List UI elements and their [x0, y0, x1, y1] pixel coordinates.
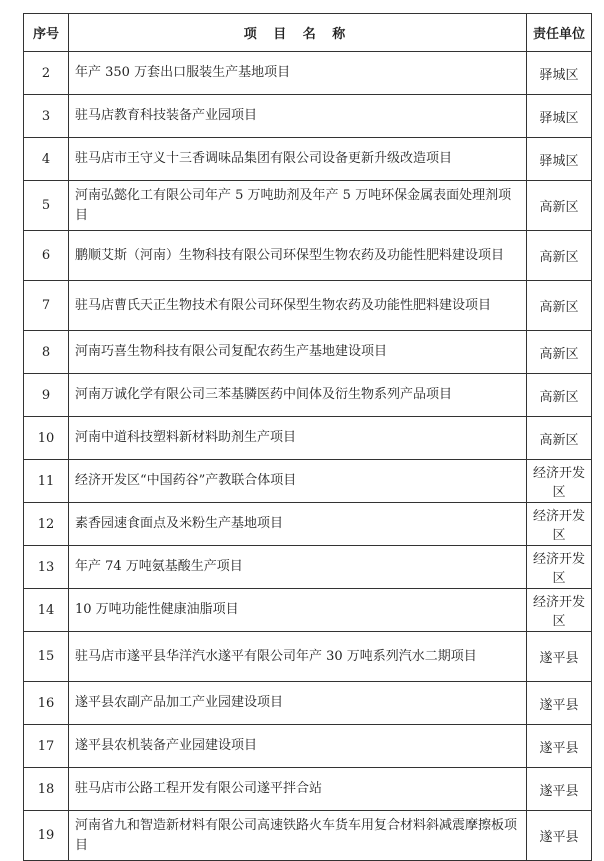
- row-responsible-unit: 驿城区: [527, 52, 592, 95]
- row-responsible-unit: 高新区: [527, 231, 592, 281]
- row-index: 3: [24, 95, 69, 138]
- header-index: 序号: [24, 14, 69, 52]
- row-responsible-unit: 高新区: [527, 417, 592, 460]
- row-index: 13: [24, 546, 69, 589]
- row-project-name: 素香园速食面点及米粉生产基地项目: [69, 503, 527, 546]
- row-index: 16: [24, 682, 69, 725]
- table-row: [24, 589, 592, 632]
- row-project-name: 河南万诚化学有限公司三苯基膦医药中间体及衍生物系列产品项目: [69, 374, 527, 417]
- header-project-name: 项 目 名 称: [69, 14, 527, 52]
- project-table-container: [23, 13, 591, 861]
- row-responsible-unit: 遂平县: [527, 811, 592, 861]
- row-index: 6: [24, 231, 69, 281]
- row-index: 5: [24, 181, 69, 231]
- row-project-name: 驻马店市王守义十三香调味品集团有限公司设备更新升级改造项目: [69, 138, 527, 181]
- table-row: [24, 768, 592, 811]
- project-table: [23, 13, 592, 861]
- row-responsible-unit: 经济开发区: [527, 589, 592, 632]
- table-row: [24, 331, 592, 374]
- row-responsible-unit: 遂平县: [527, 768, 592, 811]
- row-index: 17: [24, 725, 69, 768]
- row-project-name: 驻马店市遂平县华洋汽水遂平有限公司年产 30 万吨系列汽水二期项目: [69, 632, 527, 682]
- row-project-name: 河南巧喜生物科技有限公司复配农药生产基地建设项目: [69, 331, 527, 374]
- table-row: [24, 417, 592, 460]
- row-project-name: 驻马店曹氏天正生物技术有限公司环保型生物农药及功能性肥料建设项目: [69, 281, 527, 331]
- row-index: 15: [24, 632, 69, 682]
- row-project-name: 经济开发区“中国药谷”产教联合体项目: [69, 460, 527, 503]
- row-responsible-unit: 驿城区: [527, 138, 592, 181]
- row-responsible-unit: 高新区: [527, 374, 592, 417]
- row-index: 11: [24, 460, 69, 503]
- row-project-name: 年产 350 万套出口服装生产基地项目: [69, 52, 527, 95]
- row-project-name: 河南中道科技塑料新材料助剂生产项目: [69, 417, 527, 460]
- row-index: 4: [24, 138, 69, 181]
- row-project-name: 河南省九和智造新材料有限公司高速铁路火车货车用复合材料斜减震摩擦板项目: [69, 811, 527, 861]
- row-index: 7: [24, 281, 69, 331]
- table-row: [24, 546, 592, 589]
- row-responsible-unit: 遂平县: [527, 725, 592, 768]
- table-row: [24, 231, 592, 281]
- row-responsible-unit: 经济开发区: [527, 460, 592, 503]
- table-row: [24, 682, 592, 725]
- table-row: [24, 281, 592, 331]
- row-index: 9: [24, 374, 69, 417]
- row-responsible-unit: 经济开发区: [527, 503, 592, 546]
- table-row: [24, 503, 592, 546]
- table-row: [24, 460, 592, 503]
- row-project-name: 遂平县农机装备产业园建设项目: [69, 725, 527, 768]
- table-row: [24, 374, 592, 417]
- row-project-name: 河南弘懿化工有限公司年产 5 万吨助剂及年产 5 万吨环保金属表面处理剂项目: [69, 181, 527, 231]
- table-row: [24, 95, 592, 138]
- table-row: [24, 811, 592, 861]
- table-row: [24, 181, 592, 231]
- row-responsible-unit: 遂平县: [527, 632, 592, 682]
- row-index: 19: [24, 811, 69, 861]
- table-row: [24, 52, 592, 95]
- row-project-name: 年产 74 万吨氨基酸生产项目: [69, 546, 527, 589]
- table-row: [24, 725, 592, 768]
- row-project-name: 10 万吨功能性健康油脂项目: [69, 589, 527, 632]
- row-index: 10: [24, 417, 69, 460]
- row-index: 14: [24, 589, 69, 632]
- table-row: [24, 632, 592, 682]
- row-index: 18: [24, 768, 69, 811]
- header-responsible-unit: 责任单位: [527, 14, 592, 52]
- row-index: 8: [24, 331, 69, 374]
- row-responsible-unit: 遂平县: [527, 682, 592, 725]
- row-index: 2: [24, 52, 69, 95]
- row-project-name: 驻马店教育科技装备产业园项目: [69, 95, 527, 138]
- row-project-name: 驻马店市公路工程开发有限公司遂平拌合站: [69, 768, 527, 811]
- row-responsible-unit: 高新区: [527, 281, 592, 331]
- row-responsible-unit: 高新区: [527, 331, 592, 374]
- row-responsible-unit: 高新区: [527, 181, 592, 231]
- row-index: 12: [24, 503, 69, 546]
- table-header-row: [24, 14, 592, 52]
- row-project-name: 鹏顺艾斯（河南）生物科技有限公司环保型生物农药及功能性肥料建设项目: [69, 231, 527, 281]
- table-row: [24, 138, 592, 181]
- row-responsible-unit: 经济开发区: [527, 546, 592, 589]
- row-project-name: 遂平县农副产品加工产业园建设项目: [69, 682, 527, 725]
- row-responsible-unit: 驿城区: [527, 95, 592, 138]
